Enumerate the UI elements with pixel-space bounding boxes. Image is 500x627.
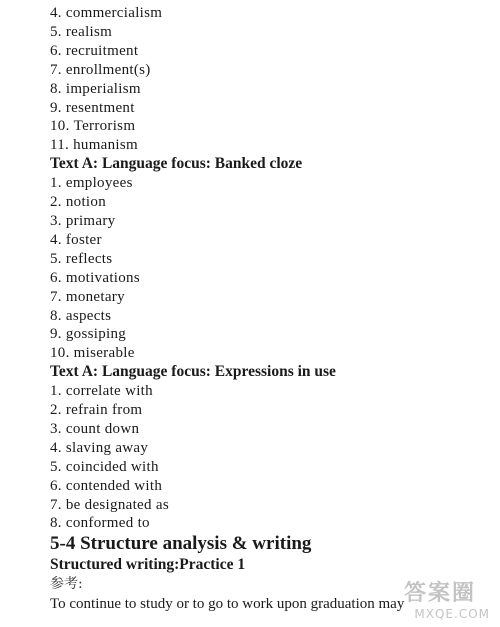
- list-item: 8. imperialism: [50, 80, 141, 97]
- list-item: 1. employees: [50, 175, 133, 192]
- answer-list-expressions: [50, 382, 490, 533]
- list-item: 2. refrain from: [50, 402, 143, 419]
- sub-title: Structured writing:Practice 1: [50, 556, 246, 574]
- list-item: 8. aspects: [50, 307, 112, 324]
- list-item: 10. Terrorism: [50, 118, 136, 135]
- document-page: [50, 4, 490, 614]
- list-item: 8. conformed to: [50, 515, 150, 532]
- list-item: 7. be designated as: [50, 496, 169, 513]
- list-item: 5. reflects: [50, 250, 113, 267]
- list-item: 9. gossiping: [50, 326, 127, 343]
- answer-list-word-forms: [50, 4, 490, 155]
- heading-banked-cloze: Text A: Language focus: Banked cloze: [50, 155, 303, 173]
- reference-label: 参考:: [50, 576, 83, 593]
- list-item: 6. contended with: [50, 477, 163, 494]
- section-title: 5-4 Structure analysis & writing: [50, 533, 312, 555]
- heading-expressions-in-use: Text A: Language focus: Expressions in use: [50, 363, 336, 381]
- list-item: 7. monetary: [50, 288, 125, 305]
- watermark-logo: [404, 581, 494, 625]
- list-item: 4. foster: [50, 231, 102, 248]
- list-item: 6. motivations: [50, 269, 140, 286]
- list-item: 1. correlate with: [50, 383, 153, 400]
- answer-list-banked-cloze: [50, 174, 490, 363]
- list-item: 4. slaving away: [50, 439, 149, 456]
- list-item: 3. primary: [50, 212, 116, 229]
- list-item: 5. realism: [50, 23, 113, 40]
- list-item: 7. enrollment(s): [50, 61, 151, 78]
- list-item: 6. recruitment: [50, 42, 139, 59]
- list-item: 3. count down: [50, 420, 140, 437]
- list-item: 11. humanism: [50, 137, 138, 154]
- list-item: 2. notion: [50, 194, 106, 211]
- list-item: 10. miserable: [50, 345, 135, 362]
- body-paragraph: To continue to study or to go to work upon graduation may: [50, 596, 405, 613]
- list-item: 9. resentment: [50, 99, 135, 116]
- list-item: 5. coincided with: [50, 458, 159, 475]
- list-item: 4. commercialism: [50, 5, 163, 21]
- watermark-cn-text: 答案圈: [404, 581, 477, 606]
- watermark-en-text: MXQE.COM: [414, 607, 490, 621]
